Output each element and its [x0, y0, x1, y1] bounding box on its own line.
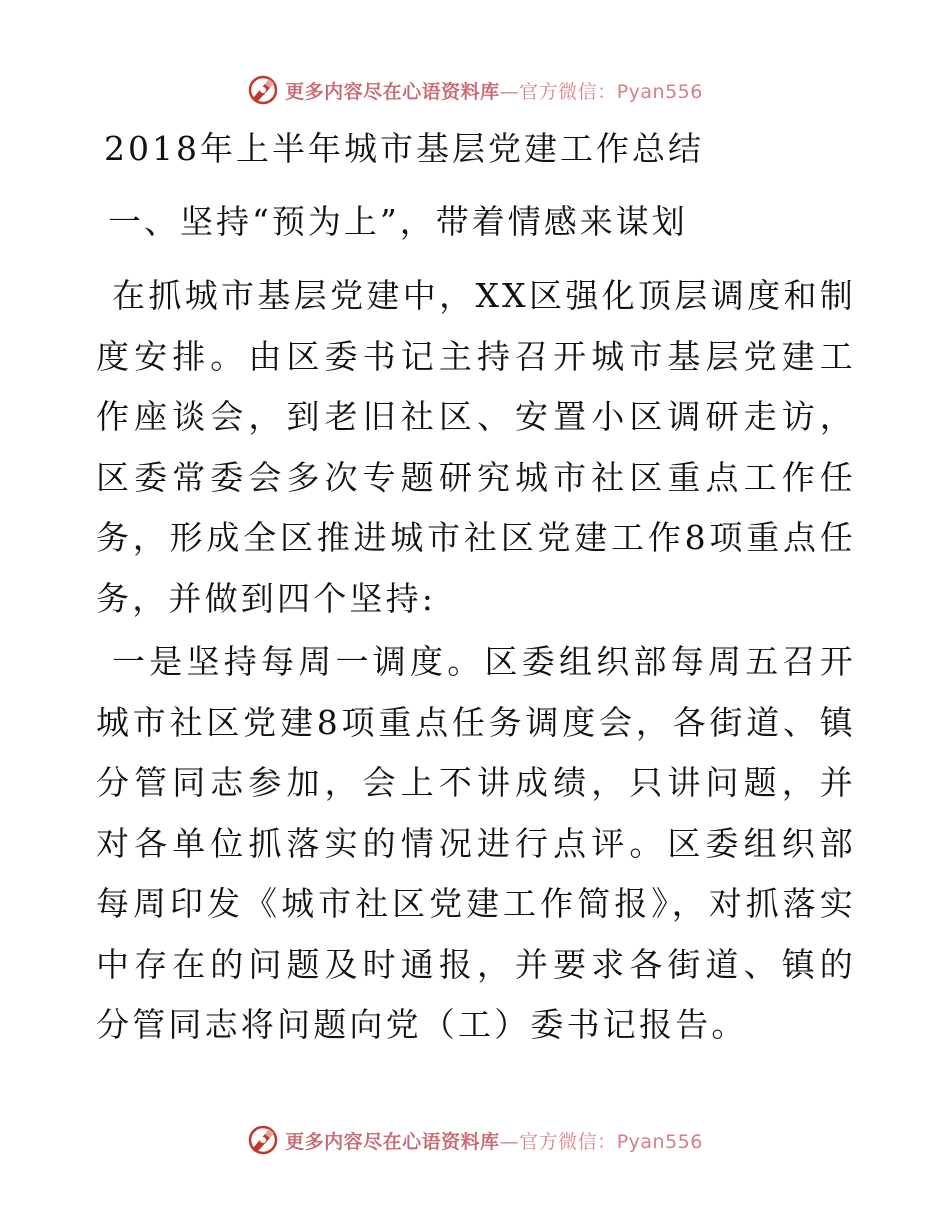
paragraph-1: 在抓城市基层党建中，XX区强化顶层调度和制度安排。由区委书记主持召开城市基层党建工作座谈会，到老旧社区、安置小区调研走访，区委常委会多次专题研究城市社区重点工作任务，形成全区推进城市社区党建工作8项重点任务，并做到四个坚持:: [96, 276, 856, 618]
header-banner: [0, 70, 950, 110]
banner-text: 更多内容尽在心语资料库—官方微信：Pyan556: [285, 80, 703, 103]
pen-logo-icon: [247, 74, 279, 106]
wechat-id: Pyan556: [616, 1130, 703, 1153]
footer-banner: [0, 1120, 950, 1160]
section-heading: 一、坚持“预为上”，带着情感来谋划: [108, 202, 688, 241]
banner-text: 更多内容尽在心语资料库—官方微信：Pyan556: [285, 1130, 703, 1153]
wechat-id: Pyan556: [616, 80, 703, 103]
paragraph-2: 一是坚持每周一调度。区委组织部每周五召开城市社区党建8项重点任务调度会，各街道、镇分管同志参加，会上不讲成绩，只讲问题，并对各单位抓落实的情况进行点评。区委组织部每周印发《城市社区党建工作简报》，对抓落实中存在的问题及时通报，并要求各街道、镇的分管同志将问题向党（工）委书记报告。: [96, 642, 856, 1044]
pen-logo-icon: [247, 1124, 279, 1156]
page-title: 2018年上半年城市基层党建工作总结: [104, 129, 704, 168]
